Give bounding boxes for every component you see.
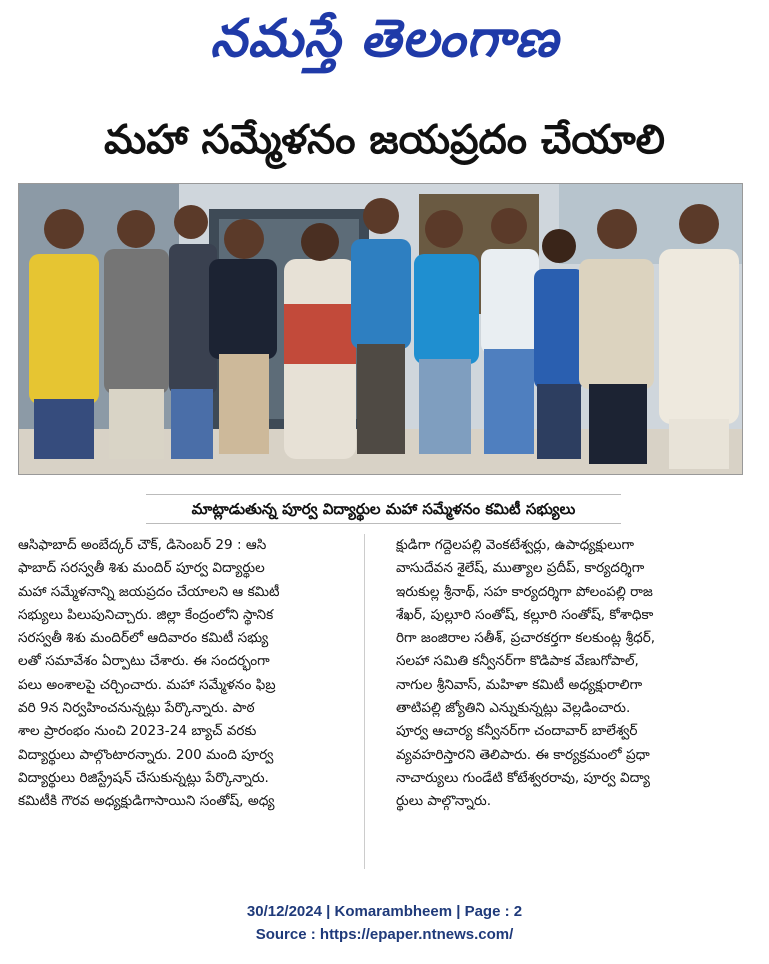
article-column-right <box>396 534 744 874</box>
article-body <box>18 534 741 874</box>
article-line: సలహా సమితి కన్వీనర్‌గా కొడిపాక వేణుగోపాల్, <box>396 653 639 670</box>
newspaper-masthead: నమస్తే తెలంగాణ <box>210 9 559 69</box>
article-line: రిగా జంజిరాల సతీశ్, ప్రచారకర్తగా కలకుంట్ల శ్రీధర్, <box>396 630 656 647</box>
article-line: నాచార్యులు గుండేటి కోటేశ్వరరావు, పూర్వ విద్యా <box>396 769 650 786</box>
column-divider <box>364 534 365 869</box>
article-line: ఇరుకుల్ల శ్రీనాథ్, సహ కార్యదర్శిగా పోలంపల్లి రాజ <box>396 583 653 600</box>
article-line: పూర్వ ఆచార్య కన్వీనర్‌గా చందావార్ బాలేశ్వర్ <box>396 723 638 740</box>
group-photo-illustration <box>19 184 742 474</box>
article-line: ర్థులు పాల్గొన్నారు. <box>396 793 492 810</box>
article-line: క్షుడిగా గద్దెలపల్లి వెంకటేశ్వర్లు, ఉపాధ్యక్షులుగా <box>396 537 634 553</box>
article-line: కమిటీకి గౌరవ అధ్యక్షుడిగాసాయిని సంతోష్, అధ్య <box>18 793 275 810</box>
photo-caption: మాట్లాడుతున్న పూర్వ విద్యార్థుల మహా సమ్మేళనం కమిటీ సభ్యులు <box>146 494 621 524</box>
article-line: సరస్వతీ శిశు మందిర్‌లో ఆదివారం కమిటీ సభ్యు <box>18 630 269 647</box>
article-line: శాల ప్రారంభం నుంచి 2023-24 బ్యాచ్ వరకు <box>18 723 257 740</box>
article-line: శేఖర్, పుల్లూరి సంతోష్, కల్లూరి సంతోష్, కోశాధికా <box>396 606 654 623</box>
article-line: తాటిపల్లి జ్యోతిని ఎన్నుకున్నట్లు వెల్లడించారు. <box>396 700 631 717</box>
article-line: ఆసిఫాబాద్ అంబేద్కర్ చౌక్, డిసెంబర్ 29 : ఆసి <box>18 537 267 553</box>
article-line: సభ్యులు పిలుపునిచ్చారు. జిల్లా కేంద్రంలోని స్థానిక <box>18 606 274 623</box>
article-line: లతో సమావేశం ఏర్పాటు చేశారు. ఈ సందర్భంగా <box>18 653 270 670</box>
article-line: వరి 9న నిర్వహించనున్నట్లు పేర్కొన్నారు. పాఠ <box>18 700 255 717</box>
article-line: విద్యార్థులు రిజిస్ట్రేషన్ చేసుకున్నట్లు పేర్కొన్నారు. <box>18 769 269 786</box>
article-line: విద్యార్థులు పాల్గొంటారన్నారు. 200 మంది పూర్వ <box>18 746 274 763</box>
article-line: నాగుల శ్రీనివాస్, మహిళా కమిటీ అధ్యక్షురాలిగా <box>396 676 643 693</box>
article-line: ఫాబాద్ సరస్వతీ శిశు మందిర్ పూర్వ విద్యార్థుల <box>18 560 265 577</box>
article-line: మహా సమ్మేళనాన్ని జయప్రదం చేయాలని ఆ కమిటీ <box>18 583 280 600</box>
page-footer <box>0 900 769 946</box>
article-headline: మహా సమ్మేళనం జయప్రదం చేయాలి <box>103 117 666 163</box>
article-line: వ్యవహరిస్తారని తెలిపారు. ఈ కార్యక్రమంలో ప్రధా <box>396 746 650 763</box>
article-line: పలు అంశాలపై చర్చించారు. మహా సమ్మేళనం ఫిబ్ర <box>18 676 276 693</box>
article-line: వాసుదేవన శైలేష్, ముత్యాల ప్రదీప్, కార్యదర్శిగా <box>396 560 645 577</box>
edition-info: 30/12/2024 | Komarambheem | Page : 2 <box>246 903 523 920</box>
source-link[interactable]: Source : https://epaper.ntnews.com/ <box>255 926 514 943</box>
article-column-left <box>18 534 366 874</box>
group-photo <box>18 183 743 475</box>
